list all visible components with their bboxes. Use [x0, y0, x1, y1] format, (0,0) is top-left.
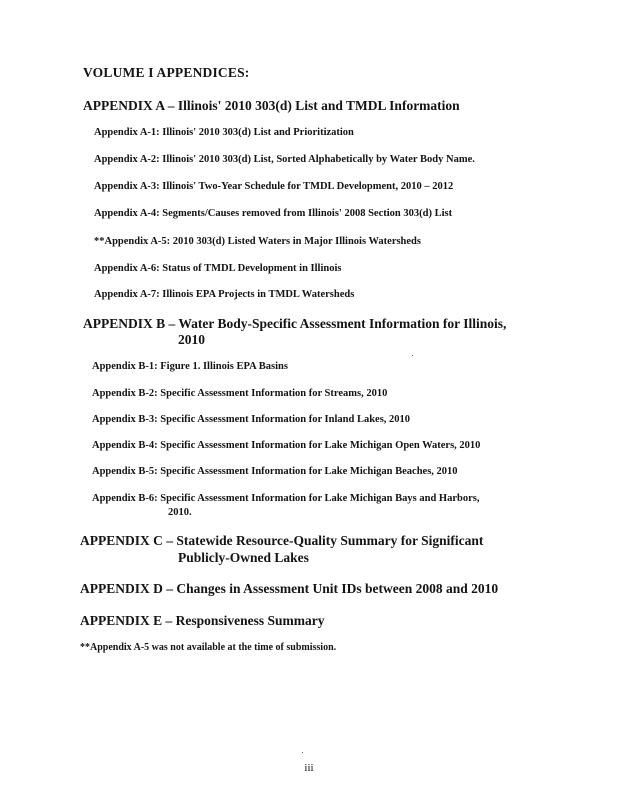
appendix-c-heading-cont: Publicly-Owned Lakes [178, 550, 309, 565]
appendix-b5-item: Appendix B-5: Specific Assessment Information for Lake Michigan Beaches, 2010 [92, 466, 458, 477]
appendix-b6-item: Appendix B-6: Specific Assessment Information for Lake Michigan Bays and Harbors, [92, 493, 480, 504]
appendix-b4-item: Appendix B-4: Specific Assessment Information for Lake Michigan Open Waters, 2010 [92, 440, 481, 451]
appendix-a2-item: Appendix A-2: Illinois' 2010 303(d) List, Sorted Alphabetically by Water Body Name. [94, 154, 475, 165]
appendix-a1-item: Appendix A-1: Illinois' 2010 303(d) List and Prioritization [94, 127, 354, 138]
appendix-a-heading: APPENDIX A – Illinois' 2010 303(d) List and TMDL Information [83, 98, 460, 113]
scan-speck [302, 752, 303, 753]
appendix-b3-item: Appendix B-3: Specific Assessment Information for Inland Lakes, 2010 [92, 414, 411, 425]
page-number: iii [304, 762, 314, 774]
appendix-a4-item: Appendix A-4: Segments/Causes removed from Illinois' 2008 Section 303(d) List [94, 208, 453, 219]
appendix-b6-item-cont: 2010. [168, 507, 192, 518]
appendix-b2-item: Appendix B-2: Specific Assessment Information for Streams, 2010 [92, 388, 388, 399]
appendix-b1-item: Appendix B-1: Figure 1. Illinois EPA Basins [92, 361, 288, 372]
appendix-d-heading: APPENDIX D – Changes in Assessment Unit IDs between 2008 and 2010 [80, 581, 499, 596]
appendix-c-heading: APPENDIX C – Statewide Resource-Quality Summary for Significant [80, 533, 484, 548]
appendix-a5-item: **Appendix A-5: 2010 303(d) Listed Waters in Major Illinois Watersheds [94, 236, 421, 247]
scan-speck [412, 355, 413, 356]
appendix-b-heading: APPENDIX B – Water Body-Specific Assessment Information for Illinois, [83, 316, 507, 331]
volume-title: VOLUME I APPENDICES: [83, 65, 250, 80]
appendix-b-heading-cont: 2010 [178, 332, 205, 347]
appendix-a6-item: Appendix A-6: Status of TMDL Development in Illinois [94, 263, 342, 274]
appendix-a7-item: Appendix A-7: Illinois EPA Projects in TMDL Watersheds [94, 289, 355, 300]
footnote: **Appendix A-5 was not available at the time of submission. [80, 642, 337, 653]
appendix-e-heading: APPENDIX E – Responsiveness Summary [80, 613, 325, 628]
appendix-a3-item: Appendix A-3: Illinois' Two-Year Schedule for TMDL Development, 2010 – 2012 [94, 181, 454, 192]
